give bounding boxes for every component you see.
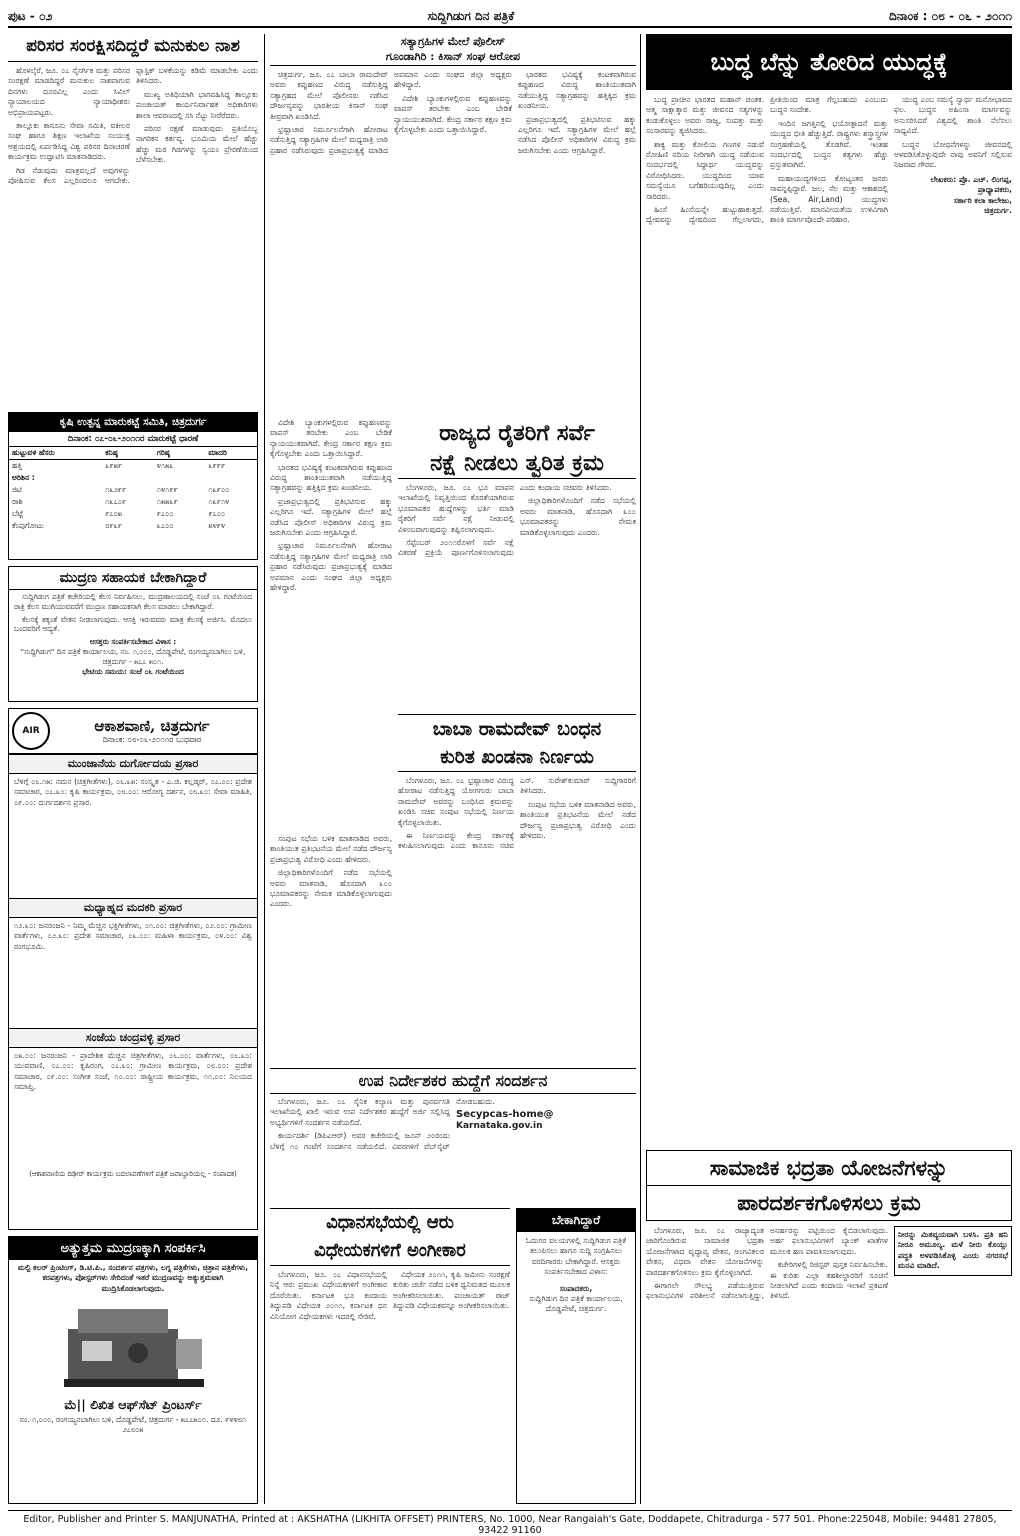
headline: ಸಾಮಾಜಿಕ ಭದ್ರತಾ ಯೋಜನೆಗಳನ್ನು [646, 1150, 1012, 1186]
ad-address: ನಂ. ೧,೦೦೦, ರಂಗಯ್ಯನಬಾಗಿಲು ಬಳಿ, ದೊಡ್ಡಪೇಟೆ, ಚಿತ್ರದುರ್ಗ - ೫೭೭೫೦೧. ದೂ. ೯೪೪೮೧ ೨೭೮೦೫ [19, 1415, 247, 1435]
table-header [9, 447, 257, 460]
col-header: ಮಾದರಿ [208, 448, 227, 457]
col-header: ಕನಿಷ್ಠ [105, 448, 118, 457]
article-column-left-2 [270, 834, 392, 1062]
issue-date: ದಿನಾಂಕ : ೦೮ - ೦೬ - ೨೦೧೧ [889, 8, 1012, 23]
page-number: ಪುಟ - ೦೨ [8, 8, 53, 23]
contact-label: ಆಸಕ್ತರು ಸಂಪರ್ಕಿಸಬೇಕಾದ ವಿಳಾಸ : [89, 637, 177, 647]
box-title: ಕೃಷಿ ಉತ್ಪನ್ನ ಮಾರುಕಟ್ಟೆ ಸಮಿತಿ, ಚಿತ್ರದುರ್ಗ [9, 413, 257, 432]
para: ಈಗಾಗಲೇ ಸೌಲಭ್ಯ ಪಡೆಯುತ್ತಿರುವ ಫಲಾನುಭವಿಗಳ ಪರಿಶೀಲನೆ ನಡೆಸಲಾಗುತ್ತಿದ್ದು, ಅನರ್ಹರನ್ನು ಪಟ್ಟಿಯಿಂದ ಕೈಬಿಡಲಾಗುವುದು. ಅರ್ಹ ಫಲಾನುಭವಿಗಳಿಗೆ ಬ್ಯಾಂಕ್ ಖಾತೆಗಳ ಮೂಲಕ ಹಣ ಪಾವತಿಸಲಾಗುವುದು. [646, 1226, 888, 1301]
cell: ೧೩೨೯೯ [105, 485, 127, 494]
col-header: ಗರಿಷ್ಠ [156, 448, 170, 457]
printing-press-icon [58, 1299, 208, 1395]
article-deputy-director [270, 1068, 636, 1202]
byline [894, 175, 1012, 217]
radio-schedule-box [8, 708, 258, 1230]
headline: ಉಪ ನಿರ್ದೇಶಕರ ಹುದ್ದೆಗೆ ಸಂದರ್ಶನ [270, 1068, 636, 1094]
footer-imprint: Editor, Publisher and Printer S. MANJUNATHA, Printed at : AKSHATHA (LIKHITA OFFSET) PRINTERS, No. 1000, Near Rangaiah's Gate, Doddapete, Chitradurga - 577 501. Phone:225048, Mobile: 94481 27805, 93422 91160 [8, 1510, 1012, 1536]
headline: ಗೂಂಡಾಗಿರಿ : ಕಿಸಾನ್ ಸಂಘ ಆರೋಪ [270, 49, 636, 66]
para: ಸುದ್ದಿಗಿಡುಗ ಪತ್ರಿಕೆ ಕಚೇರಿಯಲ್ಲಿ ಕೆಲಸ ನಿರ್ವಹಿಸಲು, ಮುದ್ರಣಾಲಯದಲ್ಲಿ ಸಂಜೆ ೦೬ ಗಂಟೆಯಿಂದ ರಾತ್ರಿ ಕೆಲಸ ಮುಗಿಯುವವರೆಗೆ ಮುದ್ರಣ ಸಹಾಯಕನಾಗಿ ಕೆಲಸ ಮಾಡಲು ಬೇಕಾಗಿದ್ದಾರೆ. [14, 592, 252, 611]
table-row [9, 496, 257, 508]
para: ಕೆಲಸಕ್ಕೆ ತಕ್ಕಂತೆ ವೇತನ ನೀಡಲಾಗುವುದು. ಆಸಕ್ತಿ ಇರುವವರು ಮಾತ್ರ ಕೆಲಸಕ್ಕೆ ಅರ್ಜಿಸಿ. ಮೊದಲು ಬಂದವರಿಗೆ ಆದ್ಯತೆ. [14, 614, 252, 634]
headline: ವಿಧಾನಸಭೆಯಲ್ಲಿ ಆರು [270, 1208, 510, 1237]
para: ಓದುಗರ ವಲಯಗಳಲ್ಲಿ ಸುದ್ದಿಗಿಡುಗ ಪತ್ರಿಕೆ ತಲುಪಿಸಲು ಹಾಗೂ ಸುದ್ದಿ ಸಂಗ್ರಹಿಸಲು ವರದಿಗಾರರು ಬೇಕಾಗಿದ್ದಾರೆ. ಆಸಕ್ತರು ಸಂಪರ್ಕಿಸಬೇಕಾದ ವಿಳಾಸ: [525, 1236, 627, 1277]
box-date: ದಿನಾಂಕ: ೦೭-೦೬-೨೦೧೧ರ ಮಾರುಕಟ್ಟೆ ಧಾರಣೆ [9, 432, 257, 447]
table-row [9, 484, 257, 496]
printing-ad [8, 1236, 258, 1504]
para: ಪ್ರಜಾಪ್ರಭುತ್ವದಲ್ಲಿ ಪ್ರತಿಭಟಿಸುವ ಹಕ್ಕು ಎಲ್ಲರಿಗೂ ಇದೆ. ಸತ್ಯಾಗ್ರಹಿಗಳ ಮೇಲೆ ಹಲ್ಲೆ ನಡೆಸಿದ ಪೊಲೀಸ್ ಅಧಿಕಾರಿಗಳ ವಿರುದ್ಧ ಕ್ರಮ ಜರುಗಿಸಬೇಕು ಎಂದು ಆಗ್ರಹಿಸಿದ್ದಾರೆ. [270, 496, 392, 538]
contact-address: "ಸುದ್ದಿಗಿಡುಗ" ದಿನ ಪತ್ರಿಕೆ ಕಾರ್ಯಾಲಯ, ನಂ. ೧,೦೦೦, ದೊಡ್ಡಪೇಟೆ, ರಂಗಯ್ಯನಬಾಗಿಲು ಬಳಿ, ಚಿತ್ರದುರ್ಗ - ೫೭೭ ೫೦೧. [20, 646, 246, 666]
para: ಸೆಪ್ಟೆಂಬರ್ ೨೦೧೧ರೊಳಗೆ ಸರ್ವೆ ನಕ್ಷೆ ವಿತರಣೆ ಪ್ರಕ್ರಿಯೆ ಪೂರ್ಣಗೊಳಿಸಲಾಗುವುದು ಎಂದು ಕಂದಾಯ ಸಚಿವರು ತಿಳಿಸಿದರು. [398, 483, 612, 558]
market-table [9, 447, 257, 532]
air-logo-text: AIR [22, 726, 40, 736]
para: ಬೆಂಗಳೂರು, ಜೂ. ೦೭ ರಾಜ್ಯಾದ್ಯಂತ ಜಾರಿಗೊಂಡಿರುವ ಸಾಮಾಜಿಕ ಭದ್ರತಾ ಯೋಜನೆಗಳಾದ ವೃದ್ಧಾಪ್ಯ ವೇತನ, ಅಂಗವಿಕಲರ ವೇತನ, ವಿಧವಾ ವೇತನ ಯೋಜನೆಗಳನ್ನು ಪಾರದರ್ಶಕಗೊಳಿಸಲು ಕ್ರಮ ಕೈಗೊಳ್ಳಲಾಗಿದೆ. [646, 1226, 764, 1277]
schedule-text: ೧೨.೩೦: ಜನರಂಜನಿ - ನಿಮ್ಮ ಮೆಚ್ಚಿನ ಭಕ್ತಿಗೀತೆಗಳು, ೦೧.೦೦: ಚಿತ್ರಗೀತೆಗಳು, ೦೨.೦೦: ಗ್ರಾಮೀಣ ವಾರ್ತೆಗಳು, ೦೨.೩೦: ಪ್ರದೇಶ ಸಮಾಚಾರ, ೦೩.೦೦: ಮಹಿಳಾ ಕಾರ್ಯಕ್ರಮ, ೦೪.೦೦: ವಿಶ್ವ ರಂಗಭೂಮಿ. [14, 921, 252, 951]
section-title: ಸಂಜೆಯ ಚಂದ್ರವಳ್ಳಿ ಪ್ರಸಾರ [9, 1028, 257, 1048]
box-title: ಮುದ್ರಣ ಸಹಾಯಕ ಬೇಕಾಗಿದ್ದಾರೆ [9, 567, 257, 590]
cell: ೫೪೯೪ [208, 521, 226, 530]
para: ವಿದೇಶಿ ಬ್ಯಾಂಕುಗಳಲ್ಲಿರುವ ಕಪ್ಪುಹಣವನ್ನು ವಾಪಸ್ ತರಬೇಕು ಎಂಬ ಬೇಡಿಕೆ ನ್ಯಾಯಯುತವಾಗಿದೆ. ಕೇಂದ್ರ ಸರ್ಕಾರ ತಕ್ಷಣ ಕ್ರಮ ಕೈಗೊಳ್ಳಬೇಕು ಎಂದು ಒತ್ತಾಯಿಸಿದ್ದಾರೆ. [270, 418, 392, 459]
table-row [9, 472, 257, 484]
cell: ೧೫೫೩೯ [156, 497, 178, 506]
para: ಬೆಂಗಳೂರು, ಜೂ. ೦೭ ಭ್ರಷ್ಟಾಚಾರ ವಿರುದ್ಧ ಹೋರಾಟ ನಡೆಸುತ್ತಿದ್ದ ಯೋಗಗುರು ಬಾಬಾ ರಾಮದೇವ್ ಅವರನ್ನು ಬಂಧಿಸಿದ ಕ್ರಮವನ್ನು ಖಂಡಿಸಿ ಸಚಿವ ಸಂಪುಟ ಸಭೆಯಲ್ಲಿ ನಿರ್ಣಯ ಕೈಗೊಳ್ಳಲಾಯಿತು. [398, 776, 514, 827]
section-title: ಮಧ್ಯಾಹ್ನದ ಮದಕರಿ ಪ್ರಸಾರ [9, 898, 257, 918]
cell: ೯೭೦೫ [105, 509, 122, 518]
headline: ಬುದ್ಧ ಬೆನ್ನು ತೋರಿದ ಯುದ್ಧಕ್ಕೆ [646, 34, 1012, 90]
box-title: ಆಕಾಶವಾಣಿ, ಚಿತ್ರದುರ್ಗ [94, 717, 210, 735]
article-environment [8, 34, 258, 406]
para: ಬೆಂಗಳೂರು, ಜೂ. ೦೭ ವಿಧಾನಸಭೆಯಲ್ಲಿ ನಿನ್ನೆ ಆರು ಪ್ರಮುಖ ವಿಧೇಯಕಗಳಿಗೆ ಅಂಗೀಕಾರ ದೊರೆಯಿತು. ಕರ್ನಾಟಕ ಭೂ ಕಂದಾಯ ತಿದ್ದುಪಡಿ ವಿಧೇಯಕ ೨೦೧೧, ಕರ್ನಾಟಕ ಧನ ವಿನಿಯೋಗ ವಿಧೇಯಕಗಳು ಇದರಲ್ಲಿ ಸೇರಿವೆ. [270, 1270, 387, 1321]
para: ಭ್ರಷ್ಟಾಚಾರ ನಿರ್ಮೂಲನೆಗಾಗಿ ಹೋರಾಟ ನಡೆಸುತ್ತಿದ್ದ ಸತ್ಯಾಗ್ರಹಿಗಳ ಮೇಲೆ ಮಧ್ಯರಾತ್ರಿ ಲಾಠಿ ಪ್ರಹಾರ ನಡೆಸಿರುವುದು ಪ್ರಜಾಪ್ರಭುತ್ವಕ್ಕೆ ಮಾಡಿದ ಅಪಮಾನ ಎಂದು ಸಂಘದ ಜಿಲ್ಲಾ ಅಧ್ಯಕ್ಷರು ಹೇಳಿದ್ದಾರೆ. [270, 541, 392, 593]
col-header: ಹುಟ್ಟುವಳಿ ಹೆಸರು [12, 448, 55, 457]
website-link[interactable]: Karnataka.gov.in [456, 1120, 543, 1131]
para: ಕಾರ್ಯದರ್ಶಿ (ಡಿಪಿಎಆರ್) ಅವರ ಕಚೇರಿಯಲ್ಲಿ ಜೂನ್ ೨೦ರಂದು ಬೆಳಿಗ್ಗೆ ೧೦ ಗಂಟೆಗೆ ಸಂದರ್ಶನ ನಡೆಯಲಿದೆ. ವಿವರಗಳಿಗೆ ವೆಬ್‌ಸೈಟ್ ನೋಡಬಹುದು. [270, 1097, 495, 1151]
ad-services: ಮಲ್ಟಿ ಕಲರ್ ಪ್ರಿಂಟಿಂಗ್, ಡಿ.ಟಿ.ಪಿ., ಸಂದರ್ಶನ ಪತ್ರಗಳು, ಲಗ್ನ ಪತ್ರಿಕೆಗಳು, ಚಿತ್ರಾನ ಪತ್ರಿಕೆಗಳು, ಕರಪತ್ರಗಳು, ಪೋಸ್ಟರ್‌ಗಳು ಸೇರಿದಂತೆ ಇತರೆ ಮುದ್ರಣವನ್ನು ಅತ್ಯುತ್ತಮವಾಗಿ ಮುದ್ರಿಸಿಕೊಡಲಾಗುವುದು. [17, 1263, 249, 1293]
cell: ೧೩೯೧೪ [208, 497, 230, 506]
cell: ೩೯೯೯ [208, 461, 226, 470]
para: ಮಹಾಯುದ್ಧಗಳಿಂದ ಕೋಟ್ಯಂತರ ಜನರು ಸಾವನ್ನಪ್ಪಿದ್ದಾರೆ. ಜಲ, ನೆಲ ಮತ್ತು ಆಕಾಶದಲ್ಲಿ (Sea, Air,Land) ಯುದ್ಧಗಳು ನಡೆಯುತ್ತಿವೆ. ಮಾನವೀಯತೆಯ ಉಳಿವಿಗಾಗಿ ಶಾಂತಿ ಮಾರ್ಗವೊಂದೇ ಪರಿಹಾರ. [770, 173, 888, 225]
cell: ೧೩೭೦೯ [105, 497, 127, 506]
headline: ಪಾರದರ್ಶಕಗೊಳಿಸಲು ಕ್ರಮ [646, 1186, 1012, 1221]
article-survey-map [398, 418, 636, 708]
article-police-goondagiri [270, 34, 636, 412]
para: ಪ್ರಜಾಪ್ರಭುತ್ವದಲ್ಲಿ ಪ್ರತಿಭಟಿಸುವ ಹಕ್ಕು ಎಲ್ಲರಿಗೂ ಇದೆ. ಸತ್ಯಾಗ್ರಹಿಗಳ ಮೇಲೆ ಹಲ್ಲೆ ನಡೆಸಿದ ಪೊಲೀಸ್ ಅಧಿಕಾರಿಗಳ ವಿರುದ್ಧ ಕ್ರಮ ಜರುಗಿಸಬೇಕು ಎಂದು ಆಗ್ರಹಿಸಿದ್ದಾರೆ. [518, 114, 636, 155]
article-column-left [270, 418, 392, 828]
byline-role: ಪ್ರಾಧ್ಯಾಪಕರು, [977, 185, 1012, 195]
newspaper-name: ಸುದ್ದಿಗಿಡುಗ ದಿನ ಪತ್ರಿಕೆ [427, 8, 515, 23]
cell: ಜಿಟಿ [12, 485, 22, 494]
headline: ಕುರಿತ ಖಂಡನಾ ನಿರ್ಣಯ [398, 743, 636, 772]
disclaimer: (ಆಕಾಶವಾಣಿಯ ದಿಢೀರ್ ಕಾರ್ಯಕ್ರಮ ಬದಲಾವಣೆಗಳಿಗೆ ಪತ್ರಿಕೆ ಜವಾಬ್ದಾರಿಯಲ್ಲ - ಸಂಪಾದಕ) [29, 1170, 237, 1178]
para: ಜಿಲ್ಲಾಧಿಕಾರಿಗಳೊಂದಿಗೆ ನಡೆದ ಸಭೆಯಲ್ಲಿ ಅವರು ಮಾತನಾಡಿ, ಹೊಸದಾಗಿ ೩೦೦ ಭೂಮಾಪಕರನ್ನು ನೇಮಕ ಮಾಡಿಕೊಳ್ಳಲಾಗುವುದು ಎಂದರು. [270, 868, 392, 909]
ad-title: ಅತ್ಯುತ್ತಮ ಮುದ್ರಣಕ್ಕಾಗಿ ಸಂಪರ್ಕಿಸಿ [9, 1237, 257, 1260]
para: ಜಿಲ್ಲಾಧಿಕಾರಿಗಳೊಂದಿಗೆ ನಡೆದ ಸಭೆಯಲ್ಲಿ ಅವರು ಮಾತನಾಡಿ, ಹೊಸದಾಗಿ ೩೦೦ ಭೂಮಾಪಕರನ್ನು ನೇಮಕ ಮಾಡಿಕೊಳ್ಳಲಾಗುವುದು ಎಂದರು. [520, 496, 636, 537]
visit-time: ಭೇಟಿಯ ಸಮಯ: ಸಂಜೆ ೦೬ ಗಂಟೆಯಿಂದ [82, 666, 184, 676]
table-row [9, 460, 257, 473]
article-social-security [646, 1150, 1012, 1504]
notice-box: ನೀರನ್ನು ಮಿತವ್ಯಯವಾಗಿ ಬಳಸಿ. ಪ್ರತಿ ಹನಿ ನೀರೂ ಅಮೂಲ್ಯ. ಮಳೆ ನೀರು ಕೊಯ್ಲು ಪದ್ಧತಿ ಅಳವಡಿಸಿಕೊಳ್ಳಿ ಎಂದು ನಗರಸಭೆ ಮನವಿ ಮಾಡಿದೆ. [894, 1226, 1012, 1276]
cell [102, 472, 154, 484]
cell: ೧೩೯೦೦ [208, 485, 230, 494]
para: ವಿದೇಶಿ ಬ್ಯಾಂಕುಗಳಲ್ಲಿರುವ ಕಪ್ಪುಹಣವನ್ನು ವಾಪಸ್ ತರಬೇಕು ಎಂಬ ಬೇಡಿಕೆ ನ್ಯಾಯಯುತವಾಗಿದೆ. ಕೇಂದ್ರ ಸರ್ಕಾರ ತಕ್ಷಣ ಕ್ರಮ ಕೈಗೊಳ್ಳಬೇಕು ಎಂದು ಒತ್ತಾಯಿಸಿದ್ದಾರೆ. [394, 93, 512, 135]
para: ಇಂದಿನ ಜಗತ್ತಿನಲ್ಲಿ ಭಯೋತ್ಪಾದನೆ ಮತ್ತು ಯುದ್ಧದ ಭೀತಿ ಹೆಚ್ಚುತ್ತಿದೆ. ರಾಷ್ಟ್ರಗಳು ಶಸ್ತ್ರಾಸ್ತ್ರಗಳ ಸಂಗ್ರಹಣೆಯಲ್ಲಿ ತೊಡಗಿವೆ. ಇಂತಹ ಸಂದರ್ಭದಲ್ಲಿ ಬುದ್ಧನ ತತ್ವಗಳು ಹೆಚ್ಚು ಪ್ರಸ್ತುತವಾಗಿವೆ. [770, 118, 888, 170]
contact-who: ಸಂಪಾದಕರು, [559, 1283, 593, 1293]
ad-company-name: ಮೆ|| ಲಿಖಿತ ಆಫ್‌ಸೆಟ್ ಪ್ರಿಂಟರ್ಸ್ [64, 1397, 202, 1413]
para: ಕಚೇರಿಗಳಲ್ಲಿ ರಿಜಿಸ್ಟರ್ ಪುಸ್ತಕ ನಿರ್ವಹಿಸಬೇಕು. ಈ ಕುರಿತು ಎಲ್ಲಾ ತಹಶೀಲ್ದಾರರಿಗೆ ಸೂಚನೆ ನೀಡಲಾಗಿದೆ ಎಂದು ಕಂದಾಯ ಇಲಾಖೆ ಪ್ರಕಟಣೆ ತಿಳಿಸಿದೆ. [770, 1260, 888, 1301]
para: ವಿಧೇಯಕ ೨೦೧೧, ಕೃಷಿ ಜಮೀನು ಸಂರಕ್ಷಣೆ ಕುರಿತು ಚರ್ಚೆ ನಡೆದ ಬಳಿಕ ಧ್ವನಿಮತದ ಮೂಲಕ ಅಂಗೀಕರಿಸಲಾಯಿತು. ಪಂಚಾಯತ್ ರಾಜ್ ತಿದ್ದುಪಡಿ ವಿಧೇಯಕವನ್ನೂ ಅಂಗೀಕರಿಸಲಾಯಿತು. [393, 1270, 510, 1311]
cell: ರಾಶಿ [12, 497, 23, 506]
byline-place: ಚಿತ್ರದುರ್ಗ. [984, 206, 1012, 216]
box-title: ಬೇಕಾಗಿದ್ದಾರೆ [517, 1209, 635, 1232]
headline: ಪರಿಸರ ಸಂರಕ್ಷಿಸದಿದ್ದರೆ ಮನುಕುಲ ನಾಶ [8, 34, 258, 62]
air-logo-icon [12, 712, 50, 750]
cell: ೮೯೩೯ [105, 521, 122, 530]
market-rates-box [8, 412, 258, 560]
cell: ೪೧೫೩ [156, 461, 174, 470]
byline-name: ಲೇಖಕರು: ಪ್ರೊ. ಎಚ್. ಲಿಂಗಪ್ಪ, [930, 174, 1012, 184]
para: ಭಾರತದ ಭವಿಷ್ಯಕ್ಕೆ ಕಂಟಕವಾಗಿರುವ ಕಪ್ಪುಹಣದ ವಿರುದ್ಧ ಶಾಂತಿಯುತವಾಗಿ ನಡೆಯುತ್ತಿದ್ದ ಸತ್ಯಾಗ್ರಹವನ್ನು ಹತ್ತಿಕ್ಕಿದ ಕ್ರಮ ಖಂಡನೀಯ. [270, 462, 392, 493]
para: ಪರಿಸರ ರಕ್ಷಣೆ ಮಾಡುವುದು ಪ್ರತಿಯೊಬ್ಬ ನಾಗರಿಕನ ಕರ್ತವ್ಯ. ಭೂಮಿಯ ಮೇಲೆ ಹೆಚ್ಚು ಹೆಚ್ಚು ಮರ ಗಿಡಗಳನ್ನು ಸ್ವಯಂ ಪ್ರೇರಣೆಯಿಂದ ಬೆಳೆಸಬೇಕು. [136, 124, 258, 165]
para: ಬುದ್ಧನ ಬೋಧನೆಗಳನ್ನು ಜೀವನದಲ್ಲಿ ಅಳವಡಿಸಿಕೊಳ್ಳುವುದೇ ನಾವು ಅವನಿಗೆ ಸಲ್ಲಿಸುವ ನಿಜವಾದ ಗೌರವ. [894, 139, 1012, 170]
headline: ರಾಜ್ಯದ ರೈತರಿಗೆ ಸರ್ವೆ [439, 420, 595, 446]
website-link[interactable]: Secypcas-home@ [456, 1109, 554, 1121]
para: ಸಂಪುಟ ಸಭೆಯ ಬಳಿಕ ಮಾತನಾಡಿದ ಅವರು, ಶಾಂತಿಯುತ ಪ್ರತಿಭಟನೆಯ ಮೇಲೆ ನಡೆದ ದೌರ್ಜನ್ಯ ಪ್ರಜಾಪ್ರಭುತ್ವ ವಿರೋಧಿ ಎಂದು ಹೇಳಿದರು. [270, 834, 392, 864]
byline-org: ಸರ್ಕಾರಿ ಕಲಾ ಕಾಲೇಜು, [953, 195, 1012, 205]
cell [205, 472, 257, 484]
headline: ವಿಧೇಯಕಗಳಿಗೆ ಅಂಗೀಕಾರ [270, 1237, 510, 1266]
article-ramdev-arrest [398, 714, 636, 1014]
para: ಹೊಳಲ್ಕೆರೆ, ಜೂ. ೦೭ ನೈಸರ್ಗಿಕ ಮತ್ತು ಪರಿಸರ ಸಂರಕ್ಷಣೆ ಮಾಡದಿದ್ದರೆ ಮನುಕುಲ ನಾಶವಾಗುವ ದಿನಗಳು ದೂರವಿಲ್ಲ ಎಂದು ಸಿವಿಲ್ ನ್ಯಾಯಾಲಯದ ನ್ಯಾಯಾಧೀಶರು ಅಭಿಪ್ರಾಯಪಟ್ಟರು. [8, 66, 130, 117]
para: ಮುಖ್ಯ ಅತಿಥಿಯಾಗಿ ಭಾಗವಹಿಸಿದ್ದ ತಾಲ್ಲೂಕು ಪಂಚಾಯತ್ ಕಾರ್ಯನಿರ್ವಾಹಕ ಅಧಿಕಾರಿಗಳು ಶಾಲಾ ಆವರಣದಲ್ಲಿ ಸಸಿ ನೆಟ್ಟು ನೀರೆರೆದರು. [136, 89, 258, 120]
para: ಸಂಪುಟ ಸಭೆಯ ಬಳಿಕ ಮಾತನಾಡಿದ ಅವರು, ಶಾಂತಿಯುತ ಪ್ರತಿಭಟನೆಯ ಮೇಲೆ ನಡೆದ ದೌರ್ಜನ್ಯ ಪ್ರಜಾಪ್ರಭುತ್ವ ವಿರೋಧಿ ಎಂದು ಹೇಳಿದರು. [520, 799, 636, 841]
para: ಹಿಂಸೆ ಹಿಂಸೆಯನ್ನೇ ಹುಟ್ಟುಹಾಕುತ್ತದೆ. ದ್ವೇಷವನ್ನು ದ್ವೇಷದಿಂದ ಗೆಲ್ಲಲಾಗದು, ಪ್ರೀತಿಯಿಂದ ಮಾತ್ರ ಗೆಲ್ಲಬಹುದು ಎಂಬುದು ಬುದ್ಧನ ಸಂದೇಶ. [646, 95, 888, 225]
para: ಬೆಂಗಳೂರು, ಜೂ. ೦೭ ಭೂ ಮಾಪನ ಇಲಾಖೆಯಲ್ಲಿ ನಿವೃತ್ತಿಯಿಂದ ಕೊರತೆಯಾಗಿರುವ ಭೂಮಾಪಕರ ಹುದ್ದೆಗಳನ್ನು ಭರ್ತಿ ಮಾಡಿ ರೈತರಿಗೆ ಸರ್ವೆ ನಕ್ಷೆ ನೀಡುವಲ್ಲಿ ವಿಳಂಬವಾಗುವುದನ್ನು ತಪ್ಪಿಸಲಾಗುವುದು. [398, 483, 514, 534]
cell: ೧೪೧೯೯ [156, 485, 178, 494]
para: ಭಾರತದ ಭವಿಷ್ಯಕ್ಕೆ ಕಂಟಕವಾಗಿರುವ ಕಪ್ಪುಹಣದ ವಿರುದ್ಧ ಶಾಂತಿಯುತವಾಗಿ ನಡೆಯುತ್ತಿದ್ದ ಸತ್ಯಾಗ್ರಹವನ್ನು ಹತ್ತಿಕ್ಕಿದ ಕ್ರಮ ಖಂಡನೀಯ. [518, 70, 636, 111]
job-ad-box [8, 566, 258, 702]
para: ತಾಲ್ಲೂಕು ಕಾನೂನು ಸೇವಾ ಸಮಿತಿ, ವಕೀಲರ ಸಂಘ ಹಾಗೂ ಶಿಕ್ಷಣ ಇಲಾಖೆಯ ಸಂಯುಕ್ತ ಆಶ್ರಯದಲ್ಲಿ ಏರ್ಪಡಿಸಿದ್ದ ವಿಶ್ವ ಪರಿಸರ ದಿನಾಚರಣೆ ಕಾರ್ಯಕ್ರಮ ಉದ್ಘಾಟಿಸಿ ಮಾತನಾಡಿದರು. [8, 121, 130, 162]
para: ಈ ನಿರ್ಣಯವನ್ನು ಕೇಂದ್ರ ಸರ್ಕಾರಕ್ಕೆ ಕಳುಹಿಸಲಾಗುವುದು ಎಂದು ಕಾನೂನು ಸಚಿವ ಎಸ್. ಸುರೇಶ್‌ಕುಮಾರ್ ಸುದ್ದಿಗಾರರಿಗೆ ತಿಳಿಸಿದರು. [398, 776, 636, 851]
para: ಚಿತ್ರದುರ್ಗ, ಜೂ. ೦೭ ಬಾಬಾ ರಾಮದೇವ್ ಅವರು ಕಪ್ಪುಹಣದ ವಿರುದ್ಧ ನಡೆಸುತ್ತಿದ್ದ ಸತ್ಯಾಗ್ರಹದ ಮೇಲೆ ಪೊಲೀಸರು ನಡೆಸಿದ ದೌರ್ಜನ್ಯವನ್ನು ಭಾರತೀಯ ಕಿಸಾನ್ ಸಂಘ ತೀವ್ರವಾಗಿ ಖಂಡಿಸಿದೆ. [270, 70, 388, 121]
cell: ೩೯೫೯ [105, 461, 122, 470]
masthead [8, 6, 1012, 28]
para: ಶಾಕ್ಯ ಮತ್ತು ಕೋಲಿಯ ಗಣಗಳ ನಡುವೆ ರೋಹಿಣಿ ನದಿಯ ನೀರಿಗಾಗಿ ಯುದ್ಧ ನಡೆಯುವ ಸಂದರ್ಭದಲ್ಲಿ ಸಿದ್ಧಾರ್ಥ ಯುದ್ಧವನ್ನು ವಿರೋಧಿಸಿದರು. ಯುದ್ಧದಿಂದ ಯಾವ ಸಮಸ್ಯೆಯೂ ಬಗೆಹರಿಯುವುದಿಲ್ಲ ಎಂದು ಸಾರಿದರು. [646, 139, 764, 201]
headline: ನಕ್ಷೆ ನೀಡಲು ತ್ವರಿತ ಕ್ರಮ [398, 448, 636, 479]
contact-address: ಸುದ್ದಿಗಿಡುಗ ದಿನ ಪತ್ರಿಕೆ ಕಾರ್ಯಾಲಯ, ದೊಡ್ಡಪೇಟೆ, ಚಿತ್ರದುರ್ಗ. [529, 1294, 623, 1314]
cell: ಬೆಟ್ಟೆ [12, 509, 24, 518]
box-date: ದಿನಾಂಕ: ೦೮-೦೬-೨೦೧೧ರ ಬುಧವಾರ [102, 735, 202, 744]
para: ಗಿಡ ನೆಡುವುದು ಮಾತ್ರವಲ್ಲದೆ ಅವುಗಳನ್ನು ಪೋಷಿಸುವ ಕೆಲಸ ಎಲ್ಲರಿಂದಲೂ ಆಗಬೇಕು. ಪ್ಲಾಸ್ಟಿಕ್ ಬಳಕೆಯನ್ನು ಕಡಿಮೆ ಮಾಡಬೇಕು ಎಂದು ತಿಳಿಸಿದರು. [8, 66, 258, 186]
para: ಬೆಂಗಳೂರು, ಜೂ. ೦೭ ಸೈನಿಕ ಕಲ್ಯಾಣ ಮತ್ತು ಪುನರ್ವಸತಿ ಇಲಾಖೆಯಲ್ಲಿ ಖಾಲಿ ಇರುವ ಉಪ ನಿರ್ದೇಶಕರ ಹುದ್ದೆಗೆ ಅರ್ಜಿ ಸಲ್ಲಿಸಿದ್ದ ಅಭ್ಯರ್ಥಿಗಳಿಗೆ ಸಂದರ್ಶನ ನಡೆಯಲಿದೆ. [270, 1097, 450, 1127]
cell [154, 472, 206, 484]
article-buddha [646, 34, 1012, 1144]
cell: ೯೭೦೦ [156, 509, 174, 518]
section-title: ಮುಂಜಾನೆಯ ದುರ್ಗೋದಯ ಪ್ರಸಾರ [9, 754, 257, 774]
table-row [9, 520, 257, 532]
para: ಬುದ್ಧ ಪ್ರಾಚೀನ ಭಾರತದ ಮಹಾನ್ ಚಿಂತಕ. ಆತ್ಮ ಸಾಕ್ಷಾತ್ಕಾರ ಮತ್ತು ಜೀವನದ ಸತ್ಯಗಳನ್ನು ಕಂಡುಕೊಳ್ಳಲು ಅವರು ರಾಜ್ಯ, ಸಂಪತ್ತು ಮತ್ತು ಸಂಸಾರವನ್ನು ತ್ಯಜಿಸಿದರು. [646, 95, 764, 136]
kicker: ಸತ್ಯಾಗ್ರಹಿಗಳ ಮೇಲೆ ಪೊಲೀಸ್ [400, 35, 506, 48]
wanted-box [516, 1208, 636, 1504]
headline: ಬಾಬಾ ರಾಮದೇವ್ ಬಂಧನ [398, 714, 636, 743]
cell: ಕೆಂಪುಗೋಟು [12, 521, 44, 530]
cell: ಹತ್ತಿ [12, 461, 22, 470]
para: ಯುದ್ಧ ಎಂಬ ಸಮಸ್ಯೆ ಸ್ವಾರ್ಥ ಮನೋಭಾವದ ಫಲ. ಬುದ್ಧನ ಅಹಿಂಸಾ ಮಾರ್ಗವನ್ನು ಅನುಸರಿಸಿದರೆ ವಿಶ್ವದಲ್ಲಿ ಶಾಂತಿ ನೆಲೆಸಲು ಸಾಧ್ಯವಿದೆ. [894, 95, 1012, 136]
schedule-text: ಬೆಳಿಗ್ಗೆ ೦೬.೧೫: ನಮನ (ಚಿತ್ರಗೀತೆಗಳು), ೦೬.೩೫: ಸಂಸ್ಕೃತ - ಎ.ಜಿ. ಕಲ್ಲಡ್ಕರ್, ೦೭.೦೦: ಪ್ರದೇಶ ಸಮಾಚಾರ, ೦೭.೩೦: ಕೃಷಿ ಕಾರ್ಯಕ್ರಮ, ೦೮.೦೦: ಆರೋಗ್ಯ ದರ್ಶನ, ೦೮.೩೦: ಸೇವಾ ಮಾಹಿತಿ, ೦೯.೦೦: ದುರ್ಗದರ್ಶನ ಪ್ರಸಾರ. [14, 777, 252, 807]
table-row [9, 508, 257, 520]
schedule-text: ೦೫.೦೦: ಜನರಂಜನಿ - ಪ್ರಾದೇಶಿಕ ಮೆಚ್ಚಿನ ಚಿತ್ರಗೀತೆಗಳು, ೦೬.೦೦: ವಾರ್ತೆಗಳು, ೦೬.೩೦: ಯುವವಾಣಿ, ೦೭.೦೦: ಕೃಷಿರಂಗ, ೦೭.೩೦: ಗ್ರಾಮೀಣ ಕಾರ್ಯಕ್ರಮ, ೦೮.೦೦: ಪ್ರದೇಶ ಸಮಾಚಾರ, ೦೯.೦೦: ಸಂಗೀತ ಸಂಜೆ, ೧೦.೦೦: ರಾಷ್ಟ್ರೀಯ ಕಾರ್ಯಕ್ರಮ, ೧೧.೦೦: ನಿಲಯದ ಸಮಾಪ್ತಿ. [14, 1051, 252, 1092]
cell: ೯೭೦೦ [208, 509, 226, 518]
para: ಭ್ರಷ್ಟಾಚಾರ ನಿರ್ಮೂಲನೆಗಾಗಿ ಹೋರಾಟ ನಡೆಸುತ್ತಿದ್ದ ಸತ್ಯಾಗ್ರಹಿಗಳ ಮೇಲೆ ಮಧ್ಯರಾತ್ರಿ ಲಾಠಿ ಪ್ರಹಾರ ನಡೆಸಿರುವುದು ಪ್ರಜಾಪ್ರಭುತ್ವಕ್ಕೆ ಮಾಡಿದ ಅಪಮಾನ ಎಂದು ಸಂಘದ ಜಿಲ್ಲಾ ಅಧ್ಯಕ್ಷರು ಹೇಳಿದ್ದಾರೆ. [270, 70, 512, 155]
article-assembly-bills [270, 1208, 510, 1504]
cell: ಅರಿಶಿನ : [12, 473, 35, 482]
cell: ೩೭೦೦ [156, 521, 174, 530]
